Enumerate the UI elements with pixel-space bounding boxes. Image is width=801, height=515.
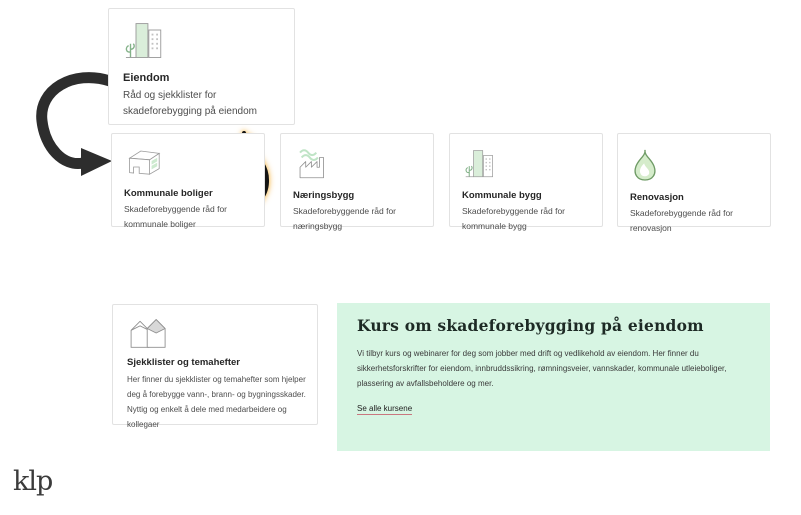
card-description: Her finner du sjekklister og temahefter som hjelper deg å forebygge vann-, brann- og bygningsskader. Nyttig og enkelt å dele med medarbeidere og kollegaer <box>127 375 306 429</box>
see-all-courses-link[interactable]: Se alle kursene <box>357 404 413 413</box>
card-renovasjon[interactable] <box>617 133 771 233</box>
card-description: Skadeforebyggende råd for kommunale boliger <box>124 204 228 229</box>
card-title: Sjekklister og temahefter <box>127 357 240 368</box>
curved-arrow-icon <box>33 72 118 177</box>
card-description: Skadeforebyggende råd for næringsbygg <box>293 206 397 231</box>
card-kommunale-bygg[interactable] <box>449 133 603 231</box>
card-description: Råd og sjekklister for skadeforebygging på eiendom <box>123 90 257 117</box>
green-flame-icon <box>630 147 660 183</box>
course-panel <box>337 303 770 451</box>
card-title: Kommunale boliger <box>124 188 213 199</box>
klp-logo[interactable]: klp <box>13 466 53 497</box>
card-title: Eiendom <box>123 72 170 84</box>
card-sjekklister-og-temahefter[interactable] <box>112 304 318 429</box>
house-icon <box>124 147 164 179</box>
card-title: Kommunale bygg <box>462 190 542 201</box>
booklets-icon <box>127 316 171 350</box>
building-with-cactus-icon <box>462 147 502 181</box>
building-with-cactus-icon <box>123 19 171 63</box>
course-panel-body: Vi tilbyr kurs og webinarer for deg som jobber med drift og vedlikehold av eiendom. Her finner du sikkerhetsforskrifter for eiendom, innbruddssikring, rømningsveier, vannskader, kommunale utleieboliger, plassering av avfallsbeholdere og mer. <box>357 349 727 388</box>
card-kommunale-boliger[interactable] <box>111 133 265 227</box>
card-title: Renovasjon <box>630 192 684 203</box>
card-naeringsbygg[interactable] <box>280 133 434 231</box>
card-description: Skadeforebyggende råd for kommunale bygg <box>462 206 566 231</box>
factory-icon <box>293 147 333 181</box>
card-description: Skadeforebyggende råd for renovasjon <box>630 208 734 233</box>
course-panel-title: Kurs om skadeforebygging på eiendom <box>357 316 704 335</box>
card-title: Næringsbygg <box>293 190 355 201</box>
card-eiendom[interactable] <box>108 8 295 125</box>
